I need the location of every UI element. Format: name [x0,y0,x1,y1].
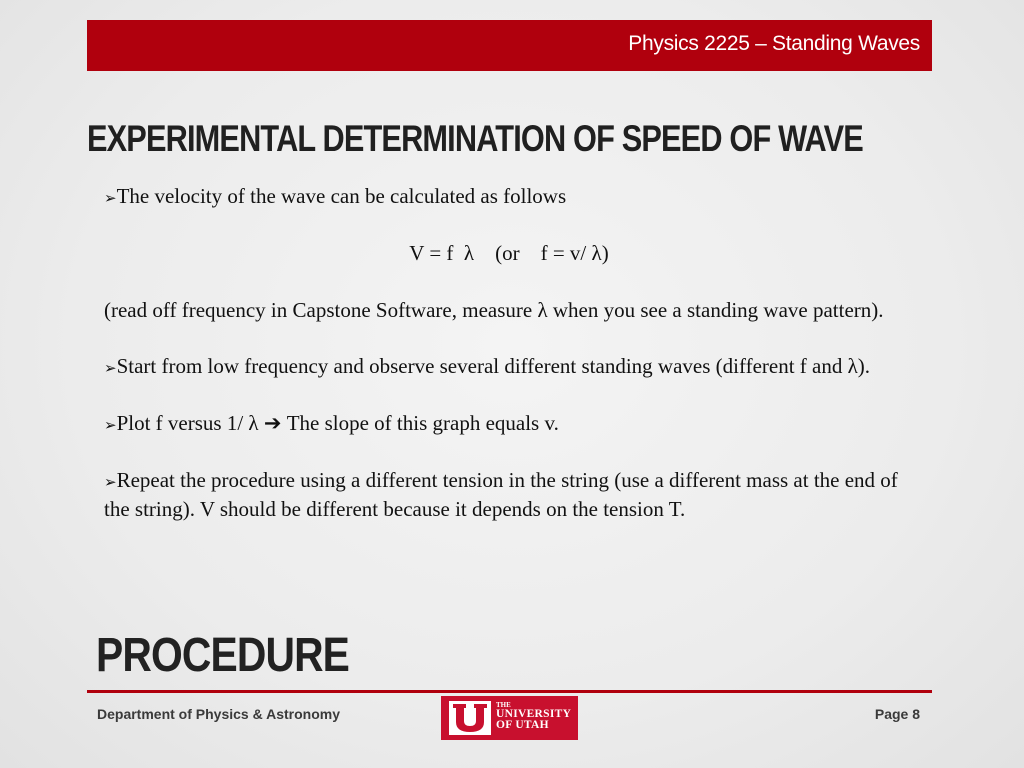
bullet-text: The velocity of the wave can be calculated as follows [116,184,567,208]
bullet-text: Repeat the procedure using a different tension in the string (use a different mass at the end of the string). V should be different because it depends on the tension T. [104,468,898,521]
slide-title: EXPERIMENTAL DETERMINATION OF SPEED OF WAVE [87,118,863,159]
footer-divider [87,690,932,693]
bullet-text: Plot f versus 1/ λ ➔ The slope of this graph equals v. [116,411,559,435]
page-number: Page 8 [874,706,920,722]
logo-wordmark [496,701,571,731]
slide-body [104,183,914,523]
bullet-arrow-icon: ➢ [104,359,117,377]
footer-department: Department of Physics & Astronomy [97,706,340,722]
header-bar [87,20,932,71]
velocity-formula: V = f λ (or f = v/ λ) [409,241,609,265]
block-u-icon [449,701,491,735]
logo-line-university: UNIVERSITY [496,708,572,720]
bullet-text: Start from low frequency and observe several different standing waves (different f and λ). [116,354,871,378]
note-text: (read off frequency in Capstone Software, measure λ when you see a standing wave pattern). [104,298,884,322]
bullet-item [104,410,914,439]
bullet-item [104,183,914,212]
bullet-item [104,467,914,523]
university-logo [441,696,578,740]
bullet-item [104,353,914,382]
logo-line-the: THE [496,701,511,709]
bullet-arrow-icon: ➢ [104,416,117,434]
bullet-arrow-icon: ➢ [104,189,117,207]
section-label: PROCEDURE [96,629,350,682]
header-title: Physics 2225 – Standing Waves [628,32,920,55]
logo-line-of-utah: OF UTAH [496,719,549,731]
bullet-arrow-icon: ➢ [104,473,117,491]
